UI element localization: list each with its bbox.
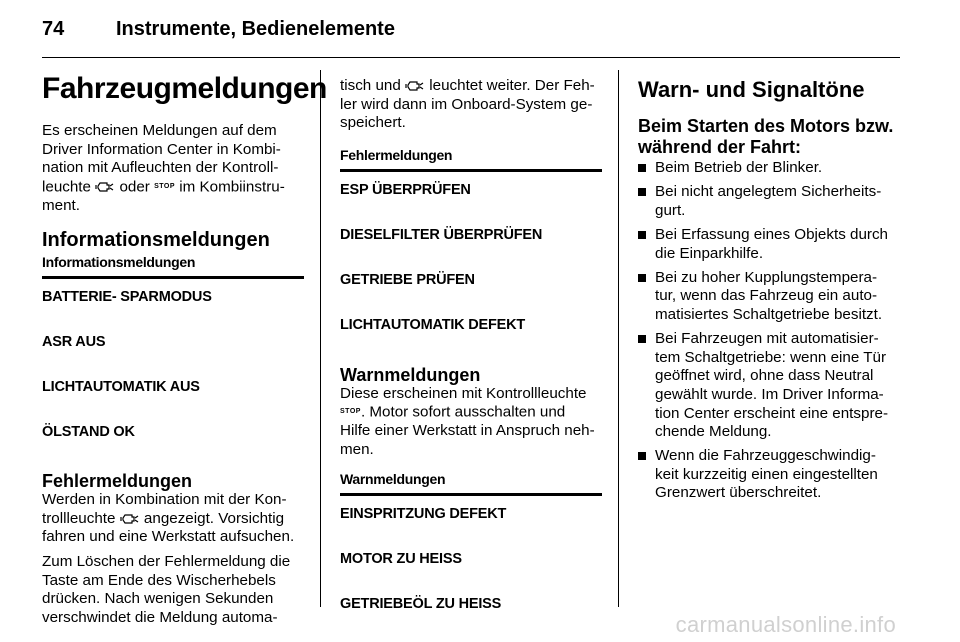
column-3: [638, 76, 900, 509]
text-line: tur, wenn das Fahrzeug ein auto-: [655, 287, 878, 305]
text-line: nation mit Aufleuchten der Kontroll-: [42, 159, 279, 177]
text-line: tem Schaltgetriebe: wenn eine Tür: [655, 348, 887, 366]
engine-warning-icon: [120, 512, 140, 526]
bullet-icon: [638, 164, 646, 172]
text-line: die Einparkhilfe.: [655, 244, 764, 262]
clear-paragraph: [42, 553, 304, 627]
column-2: [340, 77, 602, 631]
signals-heading: Warn- und Signaltöne: [638, 77, 865, 102]
list-item: [638, 183, 900, 220]
text-span: trollleuchte: [42, 509, 116, 527]
text-line: gewählt wurde. Im Driver Informa-: [655, 385, 884, 403]
text-line: Diese erscheinen mit Kontrollleuchte: [340, 384, 587, 402]
warn-table-label: Warnmeldungen: [340, 471, 446, 488]
text-line: ment.: [42, 196, 80, 214]
list-item: [638, 269, 900, 325]
list-item: [638, 447, 900, 503]
text-span: . Motor sofort ausschalten und: [360, 403, 566, 421]
bullet-icon: [638, 335, 646, 343]
text-span: im Kombiinstru-: [179, 178, 285, 196]
list-item: GETRIEBE PRÜFEN: [340, 271, 475, 288]
stop-icon: STOP: [340, 408, 361, 416]
list-item: GETRIEBEÖL ZU HEISS: [340, 596, 502, 613]
list-item: LICHTAUTOMATIK AUS: [42, 379, 200, 396]
text-line: geöffnet wird, ohne dass Neutral: [655, 367, 874, 385]
list-item: ASR AUS: [42, 334, 106, 351]
stop-icon: STOP: [154, 182, 176, 190]
text-line: matisiertes Schaltgetriebe besitzt.: [655, 305, 883, 323]
text-line: Zum Löschen der Fehlermeldung die: [42, 553, 291, 571]
text-line: Es erscheinen Meldungen auf dem: [42, 122, 277, 139]
info-heading: Informationsmeldungen: [42, 229, 270, 252]
chapter-title: Instrumente, Bedienelemente: [116, 18, 395, 40]
info-message-list: [42, 279, 304, 459]
text-span: tisch und: [340, 77, 401, 94]
bullet-icon: [638, 231, 646, 239]
text-line: Taste am Ende des Wischerhebels: [42, 571, 276, 589]
error-heading: Fehlermeldungen: [42, 471, 193, 492]
bullet-icon: [638, 452, 646, 460]
main-title: Fahrzeugmeldungen: [42, 72, 327, 105]
engine-warning-icon: [95, 180, 115, 194]
text-line: Bei nicht angelegtem Sicherheits-: [655, 183, 882, 201]
text-line: Hilfe einer Werkstatt in Anspruch neh-: [340, 422, 595, 440]
engine-warning-icon: [405, 79, 425, 93]
bullet-icon: [638, 188, 646, 196]
text-line: Bei zu hoher Kupplungstempera-: [655, 268, 878, 286]
text-line: tion Center erscheint eine entspre-: [655, 404, 889, 422]
bullet-icon: [638, 274, 646, 282]
text-span: angezeigt. Vorsichtig: [143, 509, 285, 527]
text-line: gurt.: [655, 201, 686, 219]
list-item: MOTOR ZU HEISS: [340, 551, 462, 568]
watermark[interactable]: carmanualsonline.info: [675, 612, 896, 637]
text-line: verschwindet die Meldung automa-: [42, 608, 278, 626]
text-line: [340, 403, 602, 422]
text-line: Bei Fahrzeugen mit automatisier-: [655, 330, 879, 348]
signals-list: [638, 159, 900, 503]
text-line: Beim Starten des Motors bzw.: [638, 116, 894, 136]
list-item: [638, 226, 900, 263]
list-item: BATTERIE- SPARMODUS: [42, 289, 212, 306]
text-line: keit kurzzeitig einen eingestellten: [655, 465, 878, 483]
error-paragraph: [42, 491, 304, 547]
column-divider: [320, 70, 321, 607]
warn-paragraph: [340, 385, 602, 460]
text-line: [340, 77, 602, 96]
text-line: chende Meldung.: [655, 423, 772, 441]
list-item: [638, 159, 900, 178]
text-line: Bei Erfassung eines Objekts durch: [655, 225, 888, 243]
text-line: während der Fahrt:: [638, 137, 802, 157]
header-rule: [42, 57, 900, 58]
text-line: Driver Information Center in Kombi-: [42, 140, 281, 158]
page-header: [42, 18, 395, 41]
text-line: [42, 510, 304, 529]
text-line: Werden in Kombination mit der Kon-: [42, 491, 287, 509]
text-line: Beim Betrieb der Blinker.: [655, 159, 823, 176]
warn-heading: Warnmeldungen: [340, 364, 481, 385]
info-table-label: Informationsmeldungen: [42, 254, 196, 271]
text-line: [42, 178, 304, 197]
signals-subheading: [638, 116, 900, 158]
text-line: Wenn die Fahrzeuggeschwindig-: [655, 447, 876, 465]
continued-paragraph: [340, 77, 602, 133]
text-line: fahren und eine Werkstatt aufsuchen.: [42, 528, 295, 546]
list-item: ESP ÜBERPRÜFEN: [340, 181, 471, 198]
text-line: ler wird dann im Onboard-System ge-: [340, 95, 593, 113]
list-item: EINSPRITZUNG DEFEKT: [340, 506, 507, 523]
error-table-label: Fehlermeldungen: [340, 146, 453, 163]
error-message-list: [340, 172, 602, 352]
column-divider: [618, 70, 619, 607]
list-item: DIESELFILTER ÜBERPRÜFEN: [340, 226, 543, 243]
column-1: [42, 122, 304, 627]
text-span: leuchtet weiter. Der Feh-: [429, 77, 595, 94]
page-number: 74: [42, 18, 65, 40]
text-span: leuchte: [42, 178, 91, 196]
list-item: ÖLSTAND OK: [42, 424, 135, 441]
list-item: LICHTAUTOMATIK DEFEKT: [340, 316, 526, 333]
warn-message-list: [340, 496, 602, 631]
list-item: [638, 330, 900, 442]
text-line: Grenzwert überschreitet.: [655, 484, 822, 502]
intro-paragraph: [42, 122, 304, 215]
text-line: men.: [340, 440, 374, 458]
text-line: speichert.: [340, 114, 406, 132]
text-span: oder: [119, 178, 150, 196]
text-line: drücken. Nach wenigen Sekunden: [42, 590, 274, 608]
